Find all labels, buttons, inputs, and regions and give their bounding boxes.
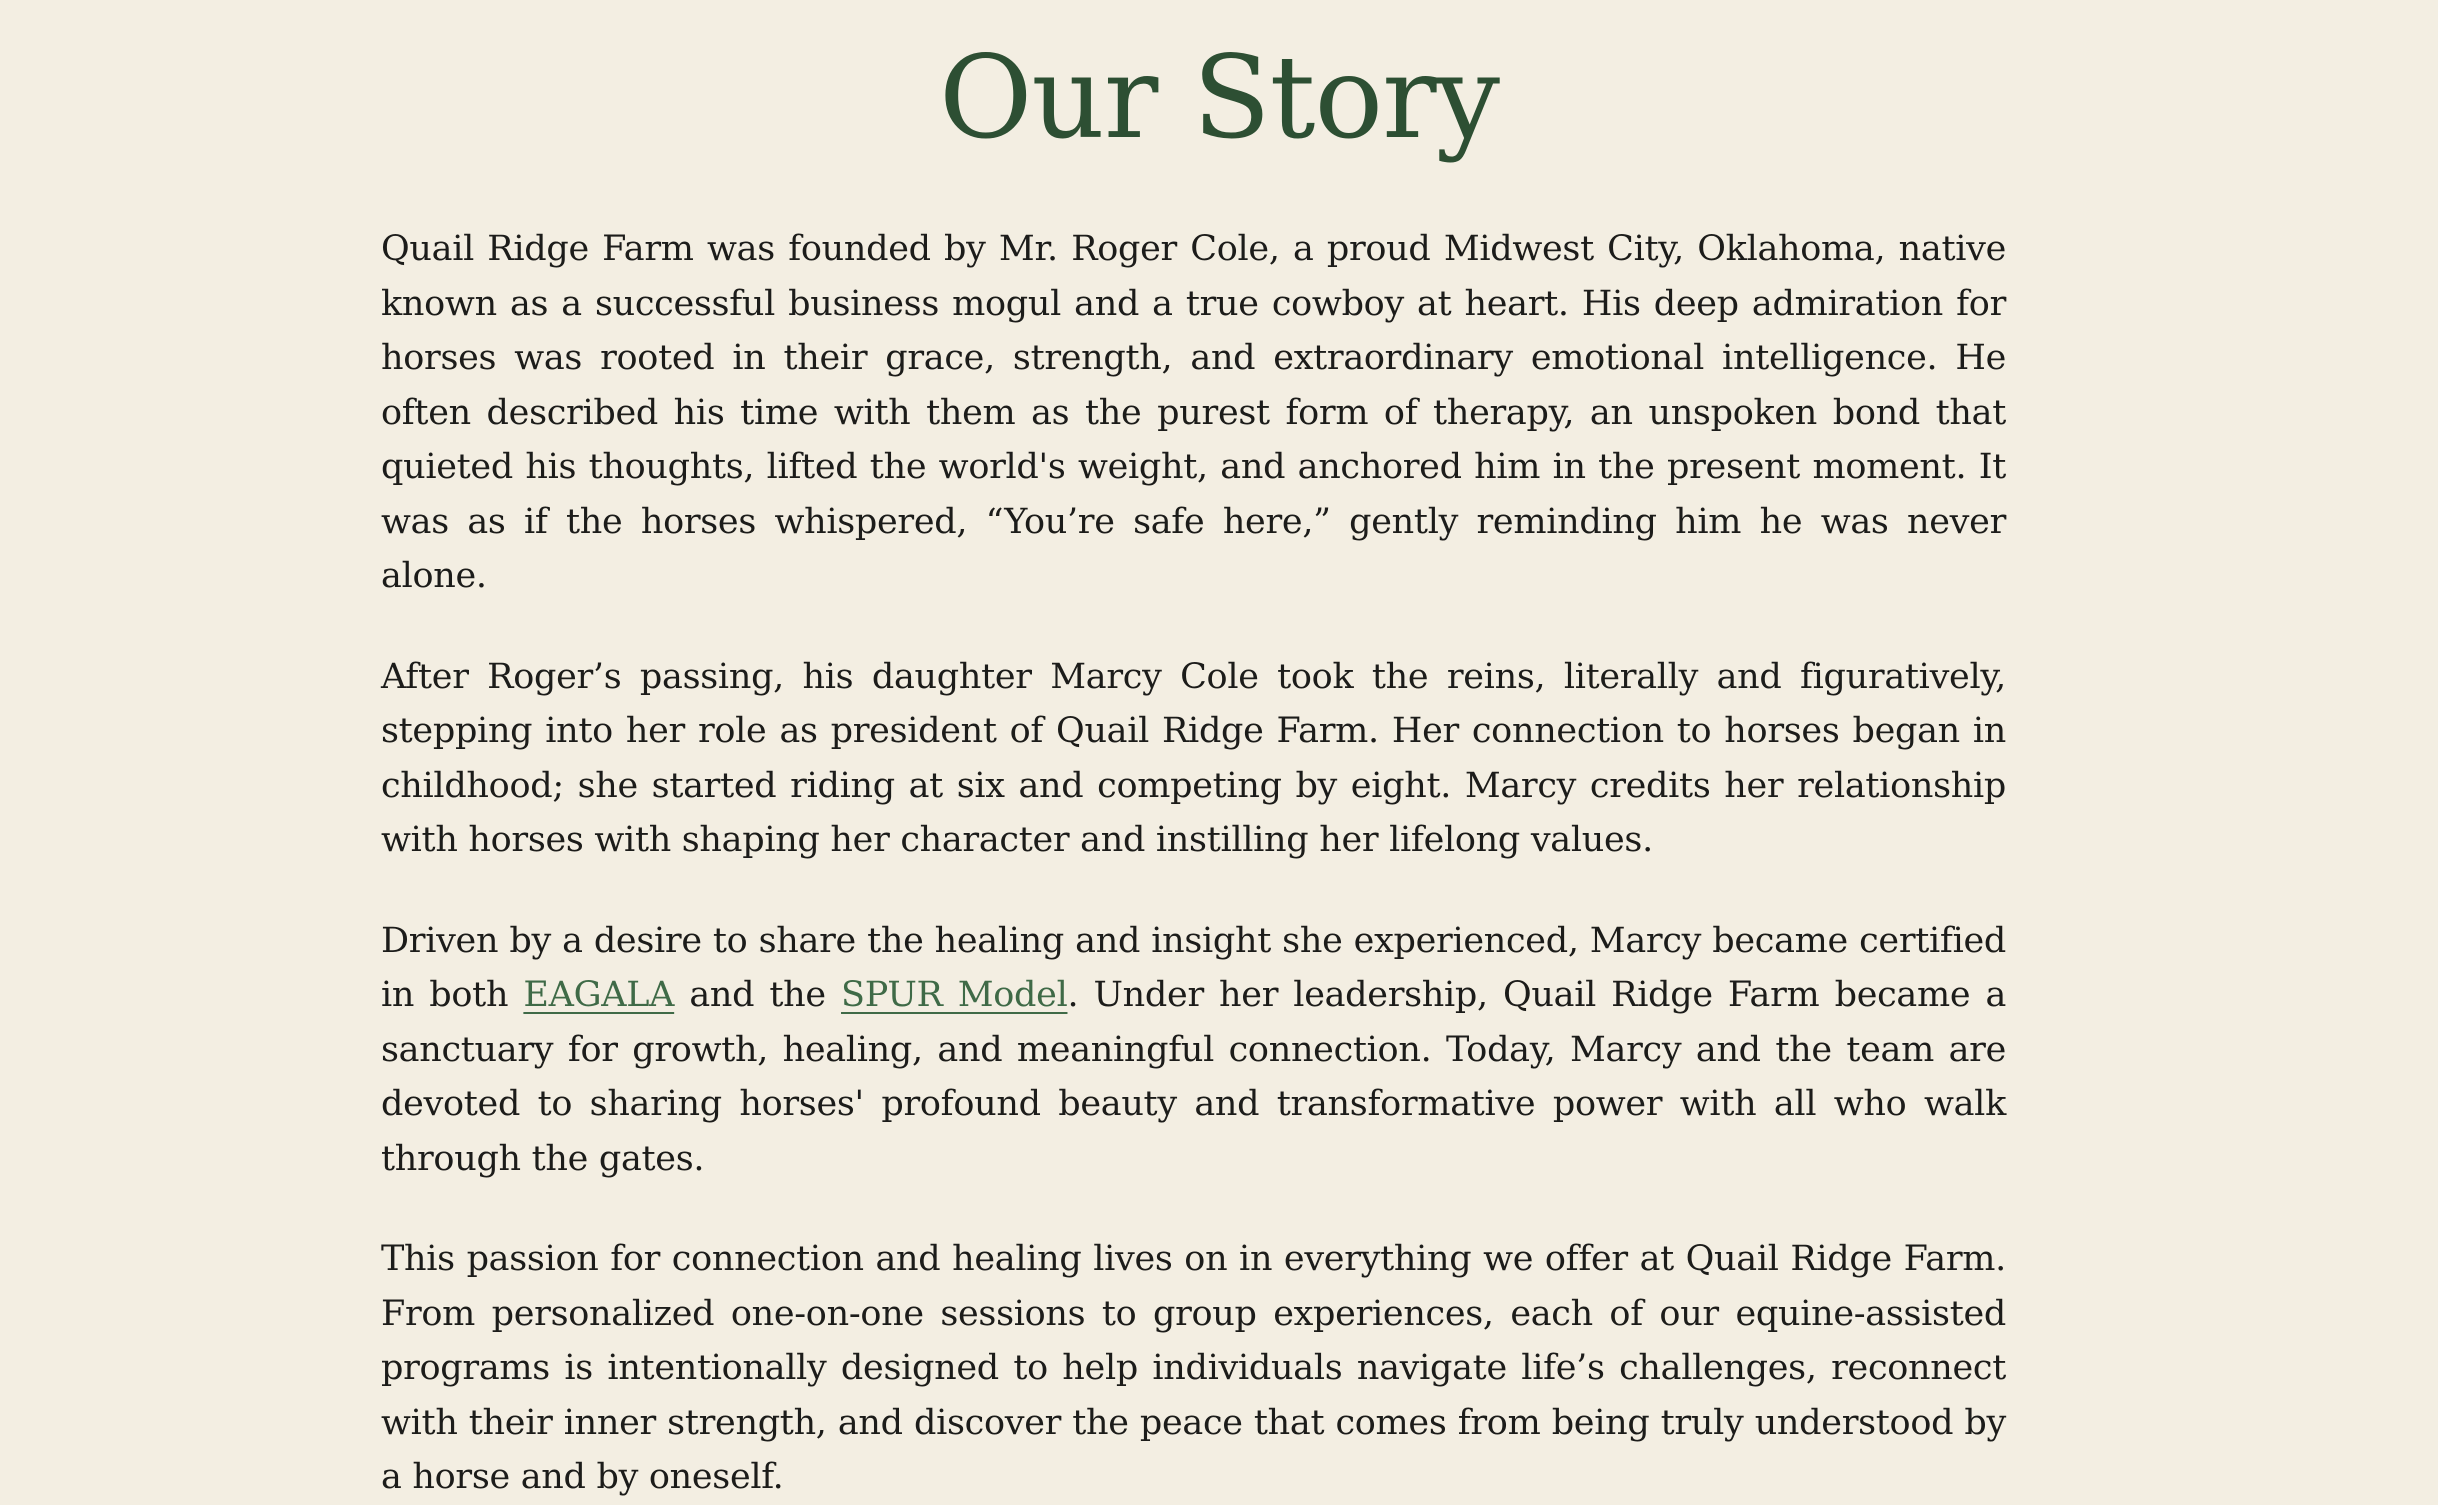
certification-text-lead: Driven by a desire to share the healing and insight she experienced, Marcy became certified in both	[381, 920, 2006, 1015]
certification-text-middle: and the	[674, 975, 842, 1015]
eagala-link[interactable]: EAGALA	[523, 975, 675, 1015]
page-title: Our Story	[938, 31, 1500, 164]
story-paragraph-certification	[381, 914, 2006, 1187]
story-paragraph-programs: This passion for connection and healing lives on in everything we offer at Quail Ridge Farm. From personalized one-on-one sessions to group experiences, each of our equine-assisted programs is intentionally designed to help individuals navigate life’s challenges, reconnect with their inner strength, and discover the peace that comes from being truly understood by a horse and by oneself.	[381, 1239, 2006, 1497]
spur-model-link[interactable]: SPUR Model	[841, 975, 1068, 1015]
story-paragraph-marcy: After Roger’s passing, his daughter Marcy Cole took the reins, literally and figuratively, stepping into her role as president of Quail Ridge Farm. Her connection to horses began in childhood; she started riding at six and competing by eight. Marcy credits her relationship with horses with shaping her character and instilling her lifelong values.	[381, 656, 2006, 860]
certification-text-tail: . Under her leadership, Quail Ridge Farm became a sanctuary for growth, healing, and meaningful connection. Today, Marcy and the team are devoted to sharing horses' profound beauty and transformative power with all who walk through the gates.	[381, 975, 2007, 1179]
story-body	[381, 222, 2006, 1505]
story-paragraph-founding: Quail Ridge Farm was founded by Mr. Roger Cole, a proud Midwest City, Oklahoma, native known as a successful business mogul and a true cowboy at heart. His deep admiration for horses was rooted in their grace, strength, and extraordinary emotional intelligence. He often described his time with them as the purest form of therapy, an unspoken bond that quieted his thoughts, lifted the world's weight, and anchored him in the present moment. It was as if the horses whispered, “You’re safe here,” gently reminding him he was never alone.	[381, 229, 2006, 596]
